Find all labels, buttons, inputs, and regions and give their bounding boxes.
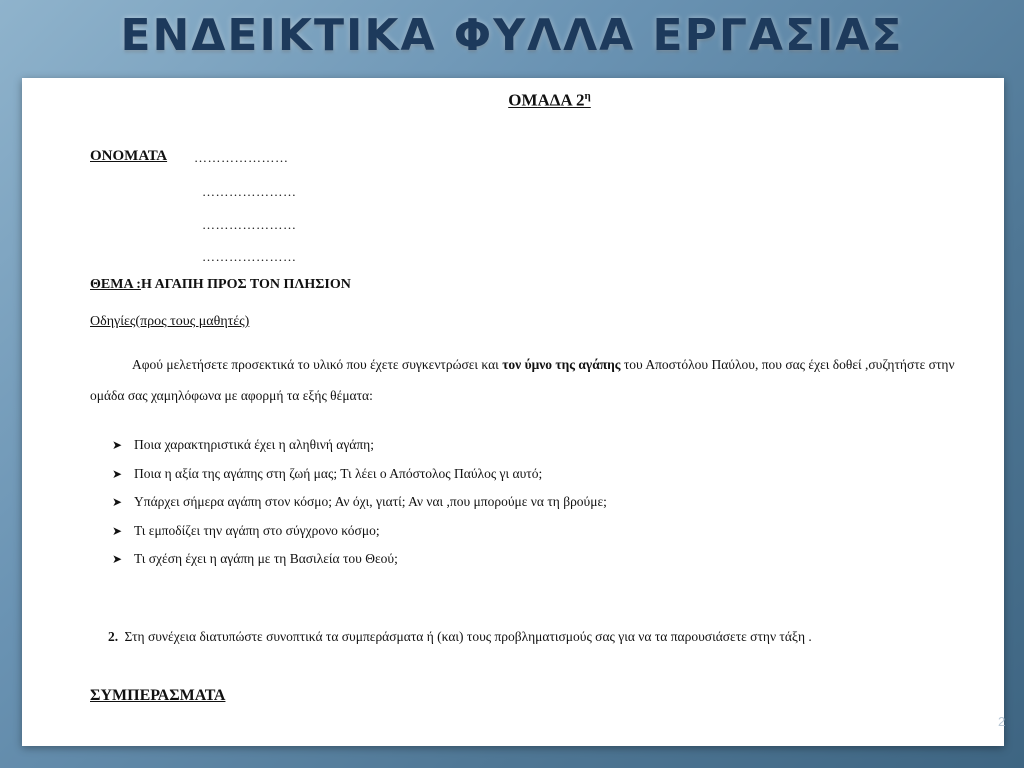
list-item [112, 431, 607, 460]
question-text: Τι σχέση έχει η αγάπη με τη Βασιλεία του Θεού; [134, 551, 398, 566]
question-text: Ποια χαρακτηριστικά έχει η αληθινή αγάπη; [134, 437, 374, 452]
instructions-label: Οδηγίες(προς τους μαθητές) [90, 314, 250, 329]
list-item [112, 460, 607, 489]
group-heading-ordinal: η [584, 90, 591, 102]
paragraph-text-bold: τον ύμνο της αγάπης [502, 357, 621, 372]
step-text: Στη συνέχεια διατυπώστε συνοπτικά τα συμπεράσματα ή (και) τους προβληματισμούς σας για να τα παρουσιάσετε στην τάξη . [124, 629, 812, 644]
group-heading-text: ΟΜΑΔΑ 2 [508, 90, 585, 110]
slide-title: ΕΝΔΕΙΚΤΙΚΑ ΦΥΛΛΑ ΕΡΓΑΣΙΑΣ [120, 10, 904, 61]
topic-label: ΘΕΜΑ : [90, 277, 141, 292]
question-text: Ποια η αξία της αγάπης στη ζωή μας; Τι λέει ο Απόστολος Παύλος γι αυτό; [134, 465, 543, 481]
group-heading [22, 90, 1024, 111]
paragraph-text-before: Αφού μελετήσετε προσεκτικά το υλικό που έχετε συγκεντρώσει και [132, 357, 503, 372]
arrow-bullet-icon: ➤ [112, 552, 123, 566]
name-line: ………………… [202, 217, 297, 232]
arrow-bullet-icon: ➤ [112, 495, 123, 509]
name-line: ………………… [202, 184, 297, 199]
step-two [108, 629, 812, 645]
arrow-bullet-icon: ➤ [112, 466, 123, 481]
conclusions-label: ΣΥΜΠΕΡΑΣΜΑΤΑ [90, 687, 226, 704]
name-line: ………………… [194, 150, 289, 165]
list-item [112, 488, 607, 517]
list-item [112, 517, 607, 546]
arrow-bullet-icon: ➤ [112, 438, 123, 452]
worksheet-page [22, 78, 1004, 746]
paragraph-text-after: του Αποστόλου Παύλου, που σας έχει δοθεί ,συζητήστε στην ομάδα σας χαμηλόφωνα με αφορμή τα εξής θέματα: [90, 357, 955, 403]
topic [90, 277, 351, 293]
list-item [112, 545, 607, 574]
slide-number: 2 [998, 714, 1006, 729]
instructions-paragraph [90, 349, 990, 411]
question-text: Υπάρχει σήμερα αγάπη στον κόσμο; Αν όχι, γιατί; Αν ναι ,που μπορούμε να τη βρούμε; [134, 494, 607, 509]
question-text: Τι εμποδίζει την αγάπη στο σύγχρονο κόσμο; [134, 522, 380, 538]
arrow-bullet-icon: ➤ [112, 523, 123, 538]
step-number: 2. [108, 629, 119, 644]
topic-text: Η ΑΓΑΠΗ ΠΡΟΣ ΤΟΝ ΠΛΗΣΙΟΝ [140, 277, 351, 292]
names-label: ΟΝΟΜΑΤΑ [90, 148, 168, 164]
questions-list [112, 431, 607, 574]
name-line: ………………… [202, 249, 297, 264]
